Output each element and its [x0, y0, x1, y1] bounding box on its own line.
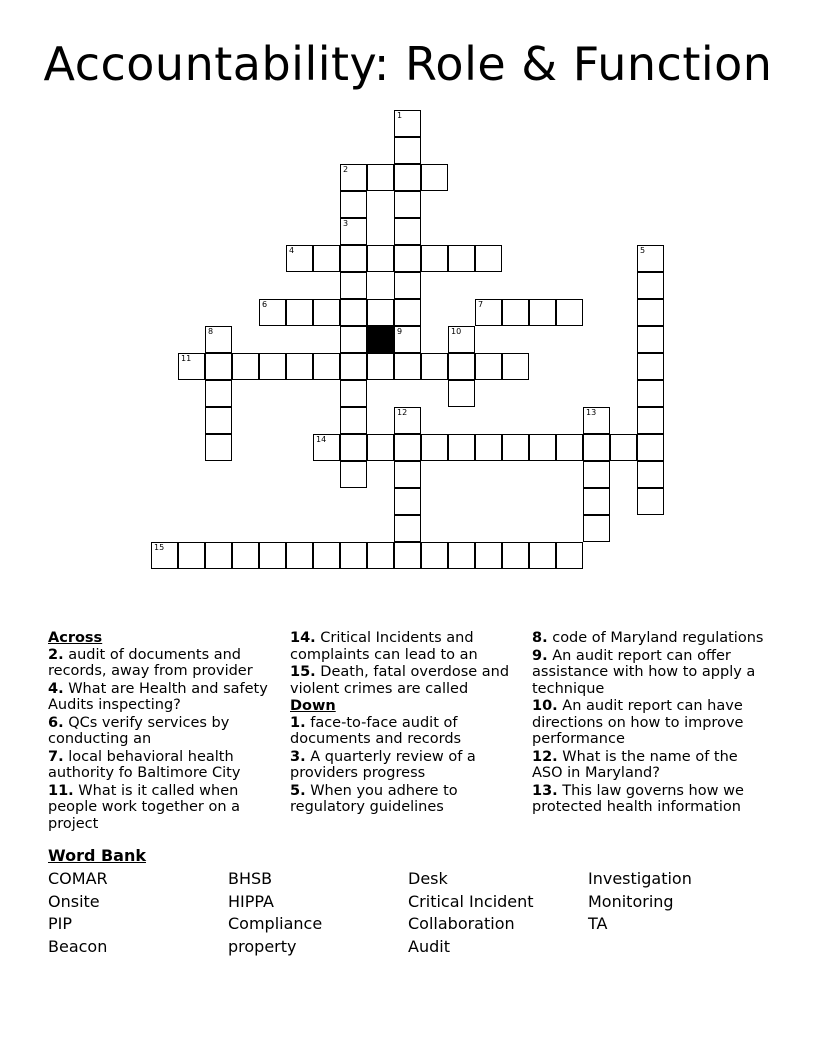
grid-cell[interactable] — [367, 299, 394, 326]
grid-cell[interactable] — [367, 542, 394, 569]
clue-down — [290, 715, 522, 748]
clue-text: audit of documents and records, away from provider — [48, 646, 253, 679]
word-bank-word: TA — [588, 914, 608, 934]
cell-number: 13 — [586, 408, 597, 417]
clue-text: What is the name of the ASO in Maryland? — [532, 748, 738, 781]
word-bank-word: Desk — [408, 869, 448, 888]
grid-cell[interactable] — [340, 218, 367, 245]
clue-number: 3. — [290, 748, 306, 765]
clue-text: An audit report can offer assistance with how to apply a technique — [532, 647, 756, 697]
grid-cell[interactable] — [313, 299, 340, 326]
grid-cell[interactable] — [475, 434, 502, 461]
word-bank-word: BHSB — [228, 869, 273, 888]
clue-across — [290, 630, 522, 663]
grid-cell[interactable] — [340, 434, 367, 461]
grid-cell[interactable] — [313, 434, 340, 461]
grid-cell[interactable] — [313, 245, 340, 272]
grid-cell[interactable] — [448, 353, 475, 380]
grid-cell[interactable] — [286, 353, 313, 380]
grid-cell[interactable] — [502, 353, 529, 380]
word-bank-word: PIP — [48, 914, 73, 934]
grid-cell[interactable] — [637, 434, 664, 461]
grid-cell[interactable] — [448, 326, 475, 353]
clue-down — [532, 698, 772, 748]
grid-cell[interactable] — [448, 380, 475, 407]
grid-cell[interactable] — [205, 353, 232, 380]
grid-cell[interactable] — [637, 245, 664, 272]
clue-number: 1. — [290, 714, 306, 731]
grid-cell[interactable] — [340, 245, 367, 272]
clue-across — [48, 647, 268, 680]
cell-number: 14 — [316, 435, 327, 444]
grid-cell[interactable] — [394, 299, 421, 326]
clue-number: 11. — [48, 782, 74, 799]
grid-cell[interactable] — [205, 326, 232, 353]
grid-cell[interactable] — [556, 542, 583, 569]
grid-cell[interactable] — [367, 353, 394, 380]
grid-cell[interactable] — [421, 353, 448, 380]
clue-across — [290, 664, 522, 697]
clue-text: QCs verify services by conducting an — [48, 714, 230, 747]
clue-number: 15. — [290, 664, 316, 680]
grid-cell[interactable] — [421, 434, 448, 461]
grid-cell[interactable] — [394, 272, 421, 299]
grid-cell[interactable] — [502, 299, 529, 326]
grid-cell[interactable] — [421, 542, 448, 569]
grid-cell[interactable] — [394, 353, 421, 380]
grid-cell[interactable] — [394, 515, 421, 542]
cell-number: 15 — [154, 543, 165, 552]
grid-cell[interactable] — [448, 542, 475, 569]
grid-cell[interactable] — [475, 245, 502, 272]
grid-cell[interactable] — [394, 137, 421, 164]
clue-across — [48, 715, 268, 748]
grid-cell[interactable] — [340, 461, 367, 488]
grid-cell[interactable] — [178, 542, 205, 569]
grid-cell[interactable] — [583, 407, 610, 434]
grid-cell[interactable] — [394, 218, 421, 245]
grid-cell[interactable] — [637, 407, 664, 434]
grid-cell[interactable] — [340, 299, 367, 326]
grid-cell[interactable] — [637, 380, 664, 407]
clue-text: This law governs how we protected health information — [532, 782, 744, 815]
grid-cell[interactable] — [286, 245, 313, 272]
grid-cell[interactable] — [340, 164, 367, 191]
clue-number: 7. — [48, 748, 64, 765]
word-bank-word: Collaboration — [408, 914, 515, 934]
cell-number: 11 — [181, 354, 192, 363]
clue-number: 13. — [532, 782, 558, 799]
clue-text: face-to-face audit of documents and records — [290, 714, 462, 747]
grid-cell[interactable] — [394, 542, 421, 569]
clue-down — [532, 630, 772, 647]
grid-cell[interactable] — [367, 164, 394, 191]
clue-text: An audit report can have directions on how to improve performance — [532, 698, 744, 747]
grid-cell[interactable] — [313, 542, 340, 569]
clue-number: 6. — [48, 714, 64, 731]
clue-down — [290, 749, 522, 782]
cell-number: 4 — [289, 246, 295, 255]
cell-number: 3 — [343, 219, 349, 228]
word-bank-word: Investigation — [588, 869, 692, 888]
grid-cell[interactable] — [340, 326, 367, 353]
grid-cell[interactable] — [286, 299, 313, 326]
word-bank-column — [48, 868, 108, 958]
grid-cell[interactable] — [394, 461, 421, 488]
clue-down — [290, 783, 522, 816]
clue-text: code of Maryland regulations — [547, 630, 764, 646]
word-bank-word: property — [228, 936, 297, 956]
grid-cell[interactable] — [502, 434, 529, 461]
grid-cell[interactable] — [394, 326, 421, 353]
grid-cell[interactable] — [178, 353, 205, 380]
clue-number: 12. — [532, 748, 558, 765]
grid-cell[interactable] — [259, 353, 286, 380]
word-bank-word: Beacon — [48, 936, 108, 956]
grid-cell[interactable] — [367, 245, 394, 272]
clue-number: 2. — [48, 646, 64, 663]
grid-cell[interactable] — [637, 272, 664, 299]
grid-cell[interactable] — [394, 434, 421, 461]
across-header: Across — [48, 630, 103, 646]
grid-cell[interactable] — [529, 434, 556, 461]
grid-cell[interactable] — [340, 380, 367, 407]
grid-cell[interactable] — [502, 542, 529, 569]
grid-cell[interactable] — [583, 515, 610, 542]
grid-cell[interactable] — [637, 461, 664, 488]
grid-cell[interactable] — [232, 353, 259, 380]
word-bank-column — [408, 868, 534, 958]
grid-cell[interactable] — [448, 245, 475, 272]
clues-column-1 — [48, 630, 268, 833]
word-bank-word: COMAR — [48, 869, 108, 888]
clue-down — [532, 749, 772, 782]
word-bank-word: HIPPA — [228, 891, 274, 911]
grid-cell[interactable] — [394, 164, 421, 191]
grid-cell[interactable] — [340, 191, 367, 218]
grid-cell[interactable] — [610, 434, 637, 461]
grid-cell[interactable] — [583, 434, 610, 461]
grid-cell[interactable] — [205, 380, 232, 407]
clue-number: 8. — [532, 630, 548, 646]
clue-number: 4. — [48, 680, 64, 697]
cell-number: 8 — [208, 327, 214, 336]
word-bank-column — [228, 868, 322, 958]
word-bank-word: Compliance — [228, 914, 323, 934]
cell-number: 7 — [478, 300, 484, 309]
word-bank-word: Critical Incident — [408, 891, 534, 911]
clue-down — [532, 783, 772, 816]
grid-cell[interactable] — [205, 434, 232, 461]
clue-text: When you adhere to regulatory guidelines — [290, 782, 458, 815]
grid-cell[interactable] — [529, 542, 556, 569]
cell-number: 10 — [451, 327, 462, 336]
clue-number: 14. — [290, 630, 316, 646]
word-bank-word: Audit — [408, 936, 450, 956]
clue-across — [48, 749, 268, 782]
clue-number: 10. — [532, 698, 558, 714]
grid-cell[interactable] — [286, 542, 313, 569]
cell-number: 6 — [262, 300, 268, 309]
grid-cell[interactable] — [637, 488, 664, 515]
grid-cell[interactable] — [394, 191, 421, 218]
grid-cell[interactable] — [367, 434, 394, 461]
grid-cell[interactable] — [340, 407, 367, 434]
grid-cell[interactable] — [259, 299, 286, 326]
black-cell — [367, 326, 394, 353]
clue-text: A quarterly review of a providers progress — [290, 748, 476, 781]
clue-down — [532, 648, 772, 698]
clue-text: What are Health and safety Audits inspecting? — [48, 680, 268, 713]
grid-cell[interactable] — [394, 407, 421, 434]
grid-cell[interactable] — [529, 299, 556, 326]
grid-cell[interactable] — [259, 542, 286, 569]
clue-across — [48, 783, 268, 833]
grid-cell[interactable] — [394, 488, 421, 515]
grid-cell[interactable] — [421, 164, 448, 191]
puzzle-title: Accountability: Role & Function — [43, 37, 773, 91]
grid-cell[interactable] — [340, 542, 367, 569]
clue-text: Death, fatal overdose and violent crimes are called — [290, 664, 510, 697]
grid-cell[interactable] — [232, 542, 259, 569]
word-bank-word: Onsite — [48, 891, 100, 911]
grid-cell[interactable] — [583, 488, 610, 515]
grid-cell[interactable] — [205, 407, 232, 434]
word-bank-column — [588, 868, 692, 936]
grid-cell[interactable] — [340, 353, 367, 380]
clue-text: What is it called when people work together on a project — [48, 782, 241, 832]
grid-cell[interactable] — [637, 299, 664, 326]
cell-number: 12 — [397, 408, 408, 417]
grid-cell[interactable] — [556, 434, 583, 461]
grid-cell[interactable] — [205, 542, 232, 569]
cell-number: 5 — [640, 246, 646, 255]
word-bank-word: Monitoring — [588, 891, 674, 911]
grid-cell[interactable] — [394, 110, 421, 137]
grid-cell[interactable] — [475, 542, 502, 569]
grid-cell[interactable] — [421, 245, 448, 272]
grid-cell[interactable] — [583, 461, 610, 488]
clue-text: Critical Incidents and complaints can lead to an — [290, 630, 478, 663]
grid-cell[interactable] — [340, 272, 367, 299]
grid-cell[interactable] — [556, 299, 583, 326]
cell-number: 1 — [397, 111, 403, 120]
word-bank-title: Word Bank — [48, 846, 147, 865]
grid-cell[interactable] — [637, 353, 664, 380]
cell-number: 2 — [343, 165, 349, 174]
grid-cell[interactable] — [313, 353, 340, 380]
grid-cell[interactable] — [394, 245, 421, 272]
grid-cell[interactable] — [448, 434, 475, 461]
clue-across — [48, 681, 268, 714]
clues-column-2 — [290, 630, 522, 817]
grid-cell[interactable] — [475, 299, 502, 326]
clue-number: 9. — [532, 647, 548, 664]
clue-number: 5. — [290, 782, 306, 799]
grid-cell[interactable] — [151, 542, 178, 569]
grid-cell[interactable] — [475, 353, 502, 380]
down-header: Down — [290, 698, 336, 714]
clue-text: local behavioral health authority fo Baltimore City — [48, 748, 241, 781]
clues-column-3 — [532, 630, 772, 817]
cell-number: 9 — [397, 327, 403, 336]
grid-cell[interactable] — [637, 326, 664, 353]
